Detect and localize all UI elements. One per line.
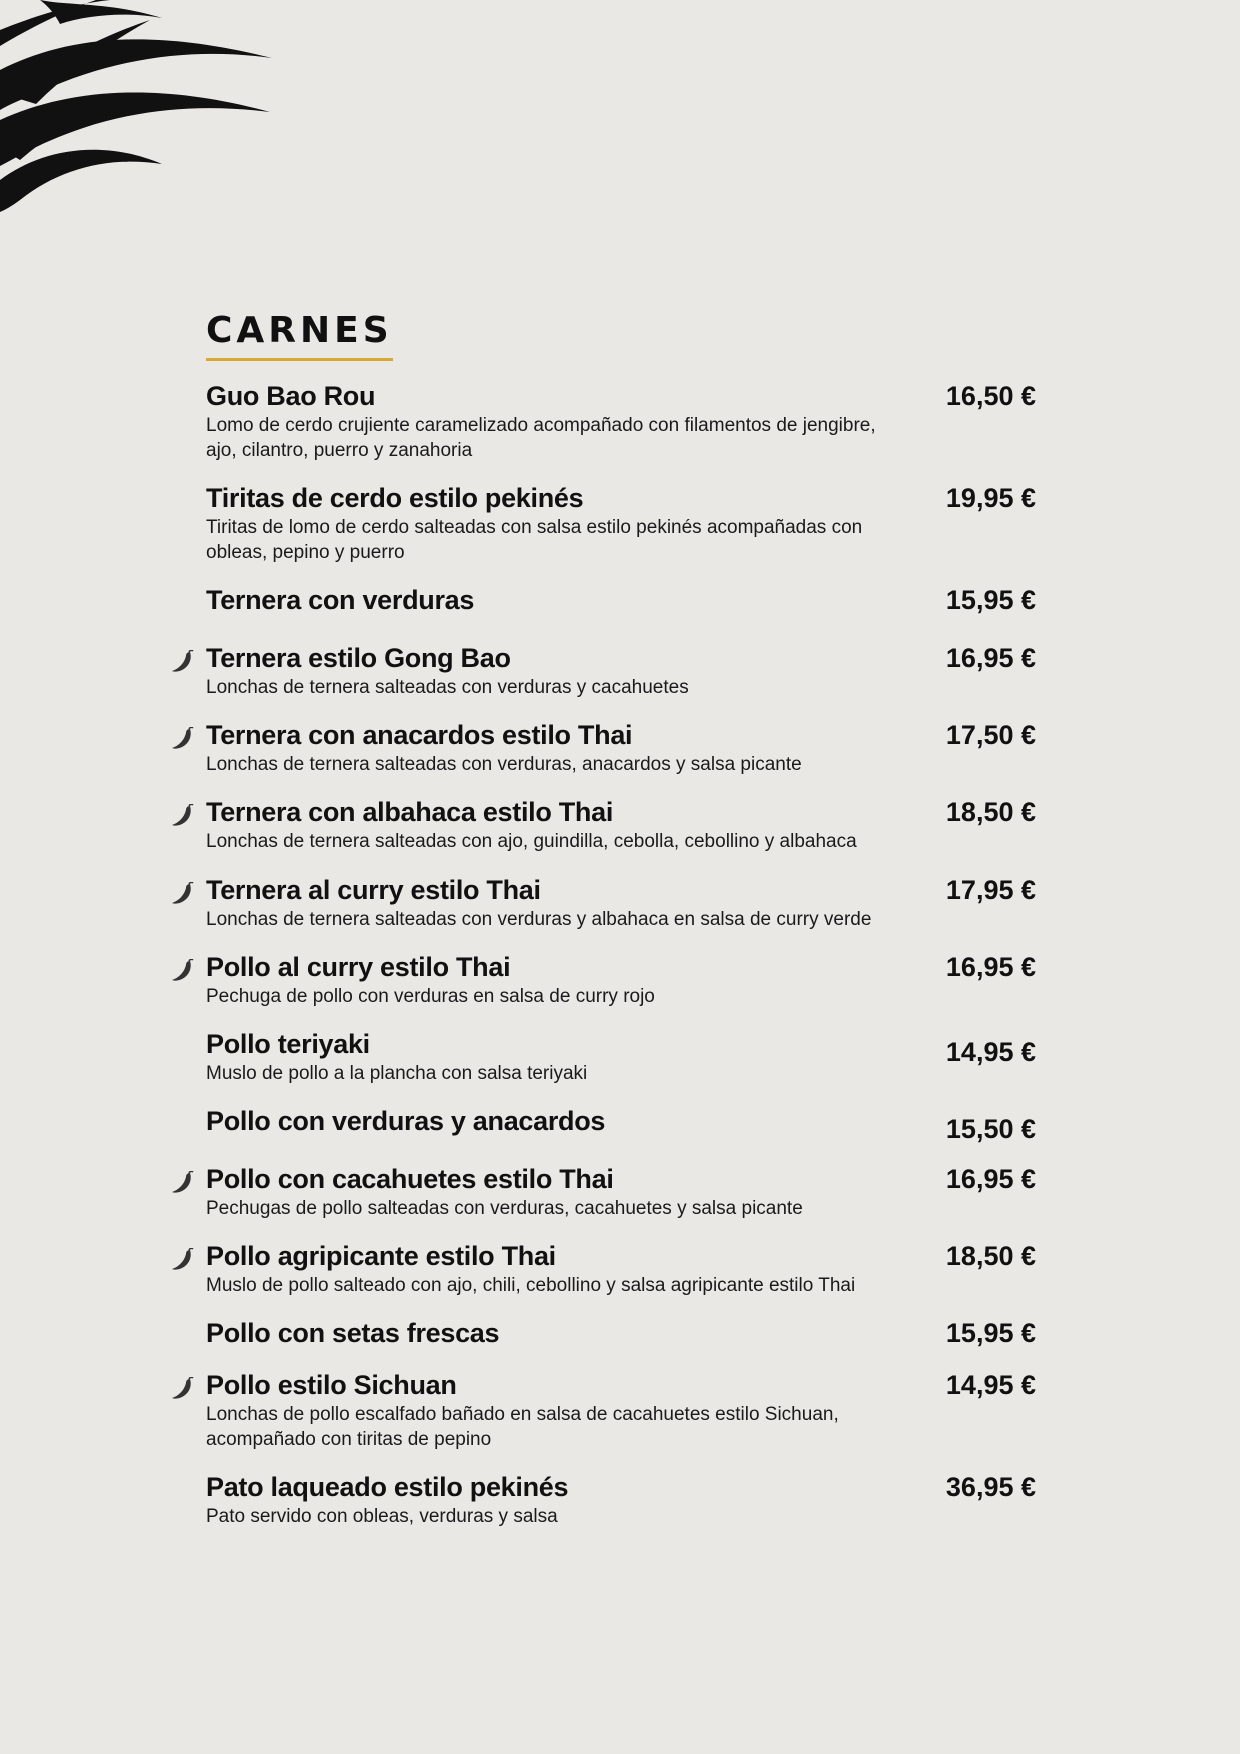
menu-item-description: Lonchas de ternera salteadas con verduras y albahaca en salsa de curry verde xyxy=(206,909,872,930)
menu-item-price: 16,95 € xyxy=(945,643,1036,673)
menu-item-name: Ternera estilo Gong Bao xyxy=(206,643,511,673)
menu-item-name: Guo Bao Rou xyxy=(206,381,376,411)
menu-item-description: Lonchas de ternera salteadas con verduras y cacahuetes xyxy=(206,677,689,698)
menu-item xyxy=(206,1105,1036,1144)
menu-item-price: 15,95 € xyxy=(945,1318,1036,1348)
chili-pepper-icon xyxy=(172,727,194,751)
palm-leaves-icon xyxy=(0,0,280,220)
menu-item-price: 18,50 € xyxy=(945,797,1036,827)
menu-item xyxy=(206,874,1036,932)
menu-item-name: Pollo con cacahuetes estilo Thai xyxy=(206,1164,614,1194)
menu-item-name: Ternera con verduras xyxy=(206,585,475,615)
menu-item-description: Muslo de pollo salteado con ajo, chili, cebollino y salsa agripicante estilo Thai xyxy=(206,1275,856,1296)
menu-item xyxy=(206,642,1036,700)
section-title: CARNES xyxy=(206,308,393,361)
menu-item xyxy=(206,1240,1036,1298)
menu-item-name: Ternera con albahaca estilo Thai xyxy=(206,797,614,827)
menu-item-price: 18,50 € xyxy=(945,1241,1036,1271)
menu-item xyxy=(206,1471,1036,1529)
menu-item-price: 14,95 € xyxy=(945,1037,1036,1067)
menu-item-name: Pollo teriyaki xyxy=(206,1029,370,1059)
menu-item-name: Ternera al curry estilo Thai xyxy=(206,875,541,905)
chili-pepper-icon xyxy=(172,1171,194,1195)
menu-item-price: 19,95 € xyxy=(945,483,1036,513)
menu-item-name: Pollo estilo Sichuan xyxy=(206,1370,457,1400)
menu-item-description: Pato servido con obleas, verduras y salsa xyxy=(206,1506,558,1527)
chili-pepper-icon xyxy=(172,959,194,983)
chili-pepper-icon xyxy=(172,882,194,906)
menu-item-price: 14,95 € xyxy=(945,1370,1036,1400)
menu-item-price: 17,50 € xyxy=(945,720,1036,750)
menu-item xyxy=(206,1317,1036,1349)
menu-item-name: Pollo con setas frescas xyxy=(206,1318,500,1348)
menu-item-name: Ternera con anacardos estilo Thai xyxy=(206,720,633,750)
menu-item xyxy=(206,380,1036,463)
menu-item xyxy=(206,796,1036,854)
menu-item-price: 36,95 € xyxy=(945,1472,1036,1502)
chili-pepper-icon xyxy=(172,804,194,828)
menu-item xyxy=(206,1028,1036,1086)
menu-item-description: Lomo de cerdo crujiente caramelizado acompañado con filamentos de jengibre, ajo, cilantro, puerro y zanahoria xyxy=(206,415,876,461)
menu-item-price: 16,95 € xyxy=(945,1164,1036,1194)
menu-item-description: Muslo de pollo a la plancha con salsa teriyaki xyxy=(206,1063,588,1084)
menu-item xyxy=(206,1369,1036,1452)
menu-item-name: Pollo al curry estilo Thai xyxy=(206,952,511,982)
menu-item-description: Lonchas de ternera salteadas con verduras, anacardos y salsa picante xyxy=(206,754,802,775)
menu-item-price: 15,95 € xyxy=(945,585,1036,615)
chili-pepper-icon xyxy=(172,650,194,674)
menu-item-name: Pollo agripicante estilo Thai xyxy=(206,1241,556,1271)
menu-item-description: Tiritas de lomo de cerdo salteadas con salsa estilo pekinés acompañadas con obleas, pepino y puerro xyxy=(206,517,863,563)
menu-item-price: 16,50 € xyxy=(945,381,1036,411)
menu-item xyxy=(206,719,1036,777)
menu-item-description: Pechugas de pollo salteadas con verduras, cacahuetes y salsa picante xyxy=(206,1198,803,1219)
menu-item-price: 17,95 € xyxy=(945,875,1036,905)
chili-pepper-icon xyxy=(172,1248,194,1272)
menu-item xyxy=(206,1163,1036,1221)
menu-item-description: Lonchas de ternera salteadas con ajo, guindilla, cebolla, cebollino y albahaca xyxy=(206,831,857,852)
menu-item xyxy=(206,951,1036,1009)
menu-item-description: Pechuga de pollo con verduras en salsa de curry rojo xyxy=(206,986,655,1007)
menu-item-price: 15,50 € xyxy=(945,1114,1036,1144)
menu-item xyxy=(206,482,1036,565)
menu-item-name: Tiritas de cerdo estilo pekinés xyxy=(206,483,584,513)
menu-item-name: Pato laqueado estilo pekinés xyxy=(206,1472,569,1502)
menu-item-description: Lonchas de pollo escalfado bañado en salsa de cacahuetes estilo Sichuan, acompañado con tiritas de pepino xyxy=(206,1404,839,1450)
menu-item xyxy=(206,584,1036,616)
menu-item-name: Pollo con verduras y anacardos xyxy=(206,1106,606,1136)
menu-item-price: 16,95 € xyxy=(945,952,1036,982)
section-header xyxy=(206,308,1036,361)
chili-pepper-icon xyxy=(172,1377,194,1401)
